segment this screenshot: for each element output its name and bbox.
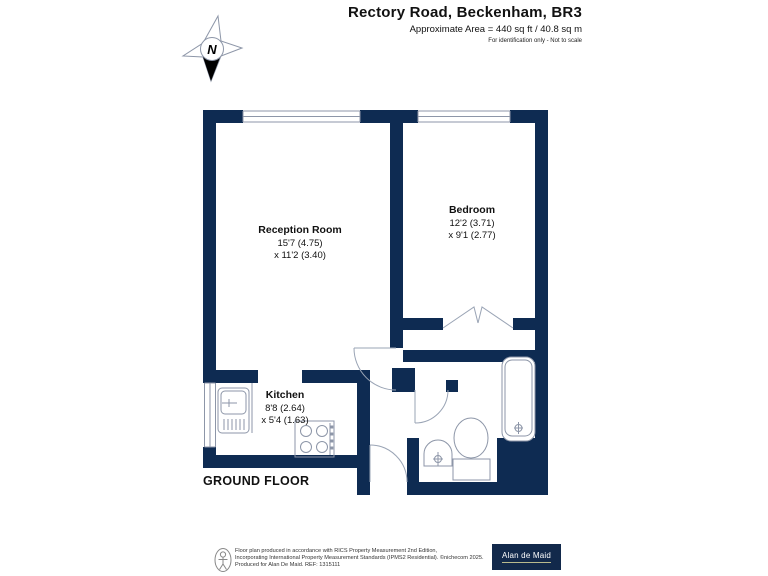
page-title: Rectory Road, Beckenham, BR3: [347, 4, 582, 21]
footer-disclaimer-line2: Incorporating International Property Measurement Standards (IPMS2 Residential). ©nichecom 2025.: [235, 555, 484, 561]
approximate-area: Approximate Area = 440 sq ft / 40.8 sq m: [409, 24, 582, 35]
compass-rose: [183, 16, 242, 81]
svg-text:x 5'4 (1.63): x 5'4 (1.63): [261, 415, 309, 426]
wall-kitchen-top-left: [203, 370, 258, 383]
compass-north-label: N: [207, 42, 217, 57]
svg-text:x 11'2 (3.40): x 11'2 (3.40): [274, 250, 326, 261]
wall-divider-reception-bedroom: [390, 123, 403, 348]
bathroom-door: [415, 390, 448, 423]
svg-text:15'7 (4.75): 15'7 (4.75): [277, 238, 323, 249]
kitchen-window: [203, 383, 216, 447]
wall-bedroom-bottom-right: [513, 318, 535, 330]
basin-icon: [424, 440, 452, 466]
footer-disclaimer-line1: Floor plan produced in accordance with RICS Property Measurement 2nd Edition,: [235, 548, 438, 554]
hob-icon: [295, 421, 334, 457]
svg-text:Bedroom: Bedroom: [448, 204, 496, 216]
scale-disclaimer: For identification only - Not to scale: [488, 38, 582, 44]
wall-kitchen-top-right: [302, 370, 370, 383]
wall-kitchen-bottom: [203, 455, 370, 468]
wall-left: [203, 110, 216, 383]
reception-room-label: [258, 224, 341, 261]
wall-frontdoor-stub: [407, 438, 419, 495]
svg-text:x 9'1 (2.77): x 9'1 (2.77): [448, 230, 496, 241]
svg-text:Kitchen: Kitchen: [265, 389, 305, 401]
bedroom-window: [418, 110, 510, 123]
measurement-person-icon: [212, 545, 234, 575]
svg-text:12'2 (3.71): 12'2 (3.71): [449, 218, 495, 229]
agency-logo: [492, 544, 561, 570]
svg-text:Reception Room: Reception Room: [258, 224, 342, 236]
wall-hall-step: [392, 368, 415, 392]
kitchen-sink-icon: [218, 383, 252, 433]
wardrobe-doors: [443, 307, 513, 328]
walls: [203, 110, 548, 495]
wall-hall-bottom: [407, 482, 548, 495]
floor-label: GROUND FLOOR: [203, 474, 310, 488]
wall-right: [535, 110, 548, 495]
footer-disclaimer-line3: Produced for Alan De Maid. REF: 1315111: [235, 562, 341, 568]
wall-bedroom-bottom-left: [403, 318, 443, 330]
svg-text:8'8 (2.64): 8'8 (2.64): [265, 403, 305, 414]
bath-icon: [502, 357, 535, 441]
wall-kitchen-right: [357, 370, 370, 495]
bedroom-label: [448, 204, 495, 241]
reception-window: [243, 110, 360, 123]
kitchen-label: [261, 389, 308, 426]
footer-disclaimer: [235, 548, 495, 569]
toilet-icon: [453, 418, 490, 480]
room-labels: [258, 204, 495, 426]
front-door: [370, 445, 407, 482]
agency-logo-text: Alan de Maid: [502, 551, 551, 563]
